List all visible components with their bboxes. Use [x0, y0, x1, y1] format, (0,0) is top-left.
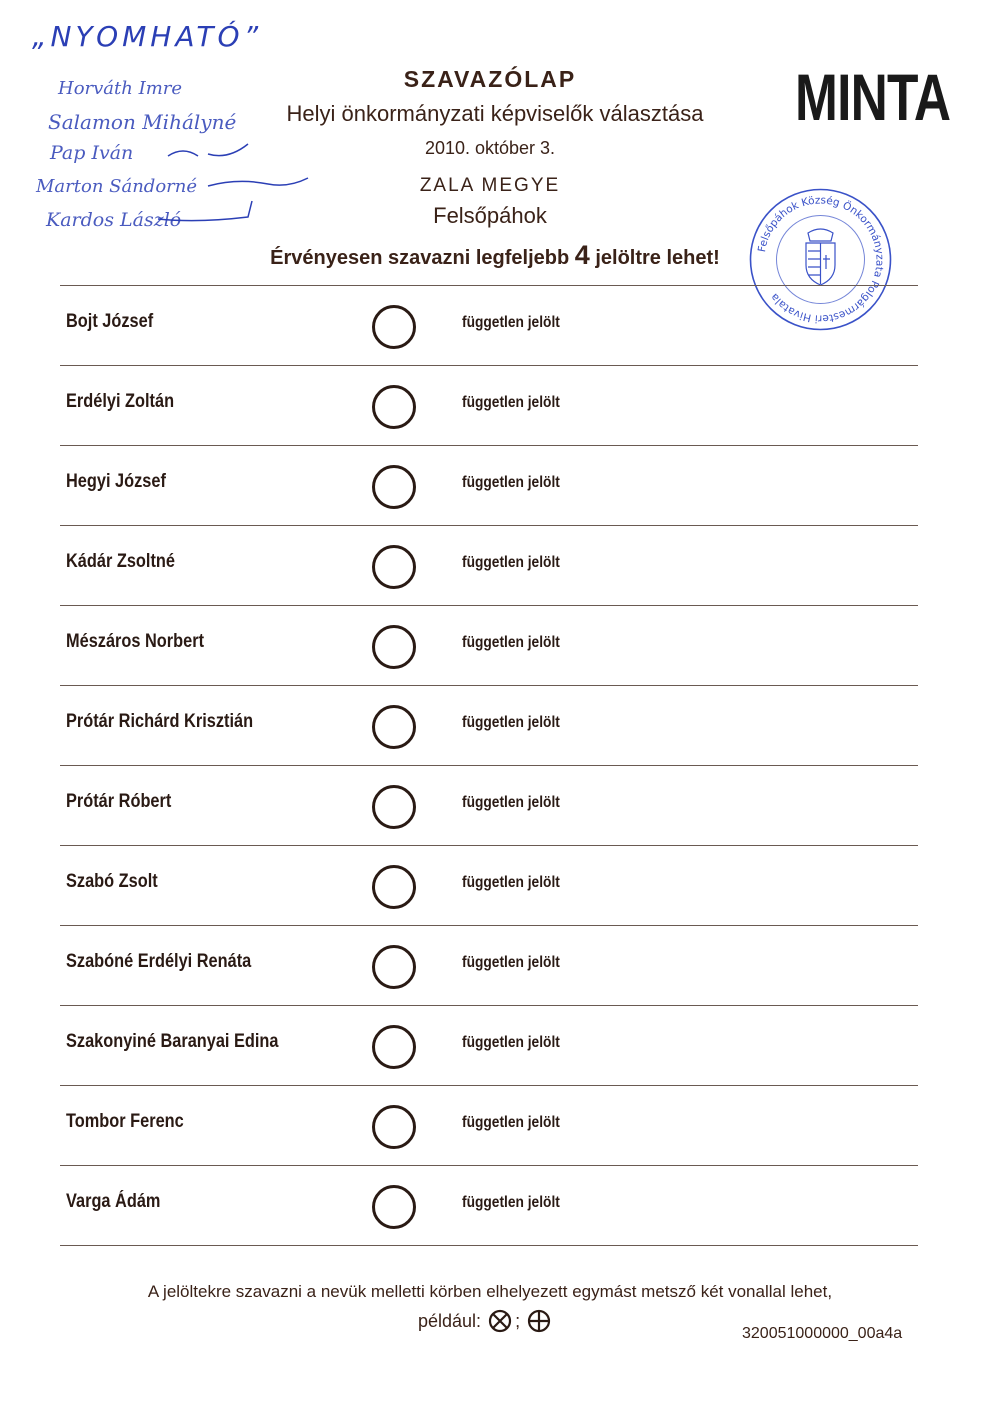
vote-circle[interactable] — [372, 465, 416, 509]
candidate-name: Szakonyiné Baranyai Edina — [66, 1031, 279, 1052]
candidate-affiliation: független jelölt — [462, 794, 560, 811]
example-label: például: — [418, 1310, 482, 1331]
candidate-row — [60, 1165, 918, 1245]
candidate-affiliation: független jelölt — [462, 714, 560, 731]
candidate-affiliation: független jelölt — [462, 474, 560, 491]
candidate-affiliation: független jelölt — [462, 954, 560, 971]
svg-text:Marton Sándorné: Marton Sándorné — [36, 176, 198, 197]
election-subtitle: Helyi önkormányzati képviselők választása — [286, 101, 704, 126]
vote-circle[interactable] — [372, 785, 416, 829]
candidate-affiliation: független jelölt — [462, 314, 560, 331]
candidate-name: Erdélyi Zoltán — [66, 391, 175, 412]
candidate-row — [60, 1085, 918, 1165]
vote-circle[interactable] — [372, 945, 416, 989]
vote-circle[interactable] — [372, 545, 416, 589]
candidate-name: Tombor Ferenc — [66, 1111, 184, 1132]
candidate-row — [60, 925, 918, 1005]
candidate-name: Bojt József — [66, 311, 154, 332]
candidate-name: Prótár Richárd Krisztián — [66, 711, 254, 732]
vote-circle[interactable] — [372, 625, 416, 669]
candidate-row — [60, 845, 918, 925]
vote-circle[interactable] — [372, 865, 416, 909]
candidate-row — [60, 365, 918, 445]
svg-text:Horváth Imre: Horváth Imre — [58, 78, 183, 99]
candidate-affiliation: független jelölt — [462, 394, 560, 411]
vote-circle[interactable] — [372, 1025, 416, 1069]
svg-text:Salamon Mihályné: Salamon Mihályné — [48, 110, 237, 134]
instruction-text-before: Érvényesen szavazni legfeljebb — [270, 247, 575, 269]
candidate-affiliation: független jelölt — [462, 1114, 560, 1131]
candidate-name: Szabóné Erdélyi Renáta — [66, 951, 252, 972]
candidate-affiliation: független jelölt — [462, 1034, 560, 1051]
candidate-name: Varga Ádám — [66, 1191, 161, 1212]
vote-mark-example — [418, 1308, 554, 1334]
vote-circle[interactable] — [372, 705, 416, 749]
minta-watermark: MINTA — [795, 60, 951, 134]
vote-circle[interactable] — [372, 385, 416, 429]
ballot-code: 320051000000_00a4a — [742, 1325, 903, 1342]
vote-circle[interactable] — [372, 305, 416, 349]
example-separator: ; — [515, 1310, 521, 1331]
candidate-name: Hegyi József — [66, 471, 166, 492]
candidate-row — [60, 1005, 918, 1085]
candidate-name: Mészáros Norbert — [66, 631, 205, 652]
candidate-row — [60, 605, 918, 685]
coat-of-arms-icon — [806, 229, 835, 285]
instruction-max-count: 4 — [574, 240, 590, 270]
ballot-title: SZAVAZÓLAP — [403, 66, 577, 92]
county-name: ZALA MEGYE — [419, 175, 561, 196]
svg-text:Pap Iván: Pap Iván — [50, 142, 134, 164]
town-name: Felsőpáhok — [433, 203, 547, 228]
row-divider — [60, 1245, 918, 1246]
election-date: 2010. október 3. — [424, 138, 556, 158]
candidate-affiliation: független jelölt — [462, 874, 560, 891]
vote-circle[interactable] — [372, 1105, 416, 1149]
svg-text:„NYOMHATÓ”: „NYOMHATÓ” — [32, 20, 263, 53]
instruction-text-after: jelöltre lehet! — [589, 247, 720, 269]
candidate-row — [60, 525, 918, 605]
vote-circle[interactable] — [372, 1185, 416, 1229]
footer-instruction: A jelöltekre szavazni a nevük melletti körben elhelyezett egymást metsző két vonallal lehet, — [147, 1282, 833, 1301]
candidate-affiliation: független jelölt — [462, 634, 560, 651]
svg-text:Kardos László: Kardos László — [46, 209, 182, 229]
candidate-row — [60, 285, 918, 365]
stamp-text: Felsőpáhok Község Önkormányzata Polgármesteri Hivatala — [756, 194, 886, 325]
circle-plus-icon — [526, 1308, 552, 1334]
candidate-row — [60, 765, 918, 845]
circle-x-icon — [487, 1308, 513, 1334]
candidate-affiliation: független jelölt — [462, 1194, 560, 1211]
candidate-row — [60, 445, 918, 525]
candidate-name: Prótár Róbert — [66, 791, 172, 812]
candidate-name: Szabó Zsolt — [66, 871, 158, 892]
candidate-row — [60, 685, 918, 765]
candidate-affiliation: független jelölt — [462, 554, 560, 571]
candidate-name: Kádár Zsoltné — [66, 551, 175, 572]
